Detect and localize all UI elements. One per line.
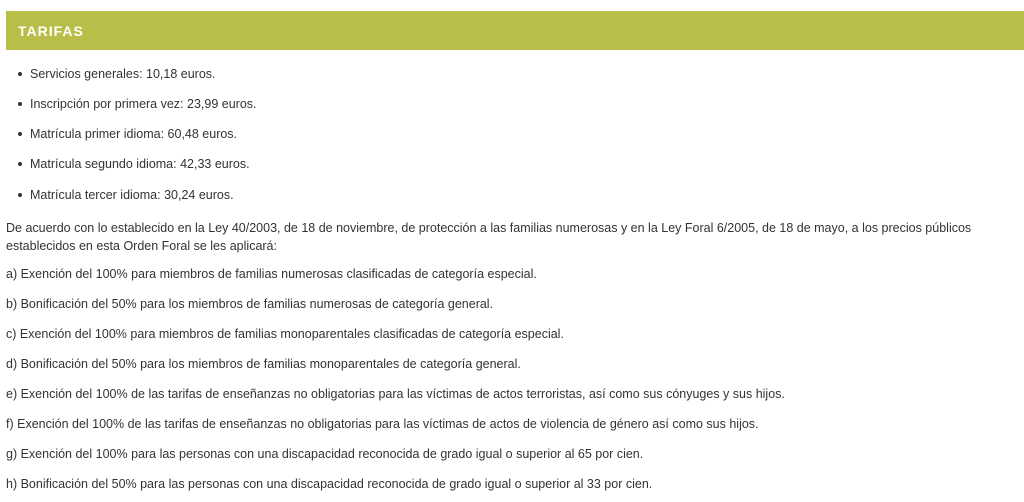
bullet-icon [18,162,22,166]
discount-item: e) Exención del 100% de las tarifas de enseñanzas no obligatorias para las víctimas de actos terroristas, así como sus cónyuges y sus hijos. [6,387,785,401]
tariff-text: Servicios generales: 10,18 euros. [30,67,216,81]
discount-item: g) Exención del 100% para las personas con una discapacidad reconocida de grado igual o superior al 65 por cien. [6,447,644,461]
section-header [6,11,1024,50]
bullet-icon [18,193,22,197]
discount-item: b) Bonificación del 50% para los miembros de familias numerosas de categoría general. [6,297,494,311]
tariff-text: Matrícula segundo idioma: 42,33 euros. [30,157,250,171]
tariff-text: Matrícula primer idioma: 60,48 euros. [30,127,238,141]
bullet-icon [18,102,22,106]
discount-item: c) Exención del 100% para miembros de familias monoparentales clasificadas de categoría especial. [6,327,564,341]
tariff-text: Inscripción por primera vez: 23,99 euros. [30,97,257,111]
intro-paragraph: De acuerdo con lo establecido en la Ley 40/2003, de 18 de noviembre, de protección a las familias numerosas y en la Ley Foral 6/2005, de 18 de mayo, a los precios públicos establecidos en esta Orden Foral se les aplicará: [6,221,972,253]
discount-item: h) Bonificación del 50% para las personas con una discapacidad reconocida de grado igual o superior al 33 por cien. [6,477,653,491]
section-title: TARIFAS [18,23,84,39]
discount-item: a) Exención del 100% para miembros de familias numerosas clasificadas de categoría especial. [6,267,537,281]
discount-item: d) Bonificación del 50% para los miembros de familias monoparentales de categoría general. [6,357,521,371]
bullet-icon [18,132,22,136]
tariff-text: Matrícula tercer idioma: 30,24 euros. [30,188,234,202]
discount-item: f) Exención del 100% de las tarifas de enseñanzas no obligatorias para las víctimas de actos de violencia de género así como sus hijos. [6,417,759,431]
bullet-icon [18,72,22,76]
